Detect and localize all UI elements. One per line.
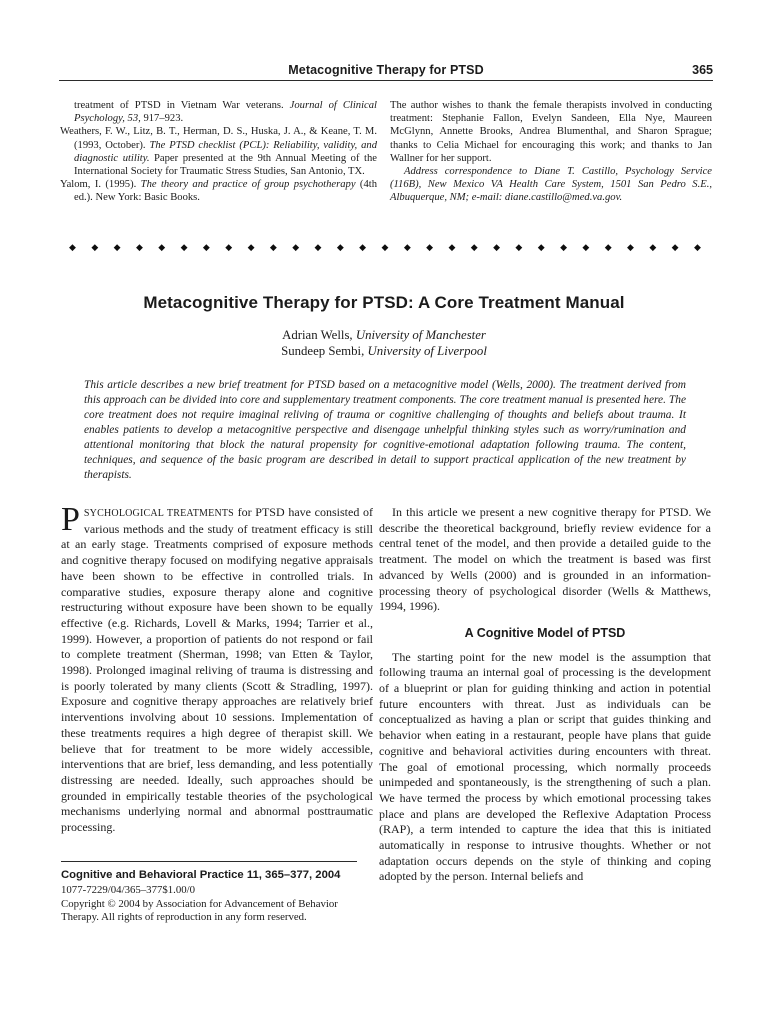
drop-cap: P xyxy=(61,501,80,538)
journal-footnote xyxy=(61,861,357,925)
running-head xyxy=(59,60,713,81)
issn-line: 1077-7229/04/365–377$1.00/0 xyxy=(61,883,196,896)
running-head-title: Metacognitive Therapy for PTSD xyxy=(288,63,484,77)
front-matter xyxy=(60,99,712,205)
acknowledgment-text: The author wishes to thank the female therapists involved in conducting treatment: Stephanie Fallon, Evelyn Sandeen, Ella Nye, Maureen McGlynn, Annette Brooks, Andrea Blumenthal, and Sharon Sprague; thanks to Celia Michael for encouraging this work; and thanks to Jan Wallner for her support. xyxy=(390,100,712,164)
intro-text: for PTSD have consisted of various methods and the study of treatment efficacy is still at an early stage. Treatments comprised of exposure methods and cognitive therapy focused on modifying negative appraisals have been shown to be effective in controlled trials. In comparative studies, exposure therapy alone and cognitive restructuring without exposure have been shown to be equally effective (e.g. Richards, Lovell & Marks, 1994; Tarrier et al., 1999). However, a proportion of patients do not respond or fail to complete treatment (Sherman, 1998; van Etten & Taylor, 1998). Prolonged imaginal reliving of trauma is distressing and is poorly tolerated by many clients (Scott & Stradling, 1997). Exposure and cognitive therapy approaches are relatively brief interventions involving about 10 sessions. Implementation of these treatments requires a high degree of therapist skill. We believe that for treatment to be more widely accessible, interventions that are brief, less demanding, and less potentially distressing are needed. Ideally, such approaches should be grounded in empirically testable theories of the psychological mechanisms underlying normal and abnormal posttraumatic processing. xyxy=(61,505,373,835)
author-line: Sundeep Sembi, University of Liverpool xyxy=(281,344,487,358)
author-line: Adrian Wells, University of Manchester xyxy=(282,328,486,342)
abstract: This article describes a new brief treatment for PTSD based on a metacognitive model (Wells, 2000). The treatment derived from this approach can be divided into core and supplementary treatment components. The core treatment manual is presented here. The core treatment does not require imaginal reliving of trauma or cognitive challenging of thoughts and beliefs about trauma. It enables patients to develop a metacognitive perspective and disengage unhelpful thinking styles such as worry/rumination and attentional monitoring that block the natural propensity for cognitive-emotional adaptation following trauma. The content, techniques, and sequence of the basic program are described in detail to support practical application of the new treatment by therapists. xyxy=(84,379,686,481)
references-column xyxy=(60,99,377,205)
article-title: Metacognitive Therapy for PTSD: A Core Treatment Manual xyxy=(143,293,625,312)
journal-citation: Cognitive and Behavioral Practice 11, 365–377, 2004 xyxy=(61,869,341,881)
page-number: 365 xyxy=(692,63,713,77)
body-paragraph: The starting point for the new model is the assumption that following trauma an internal goal of processing is the development of a blueprint or plan for guiding thinking and action in potential future encounters with threat. Just as individuals can be conceptualized as having a plan or script that guides thinking and behavior when eating in a restaurant, people have plans that guide cognitive and behavioral activities during encounters with threat. The goal of emotional processing, which normally proceeds unimpeded and spontaneously, is the strengthening of such a plan. We have termed the process by which emotional processing takes place and plans are developed the Reflexive Adaptation Process (RAP), a term intended to capture the idea that this is initiated automatically in response to intrusive thoughts. Whether or not adaptation occurs depends on the style of thinking and coping adopted by the person. Internal beliefs and xyxy=(379,649,711,884)
body-left-column xyxy=(61,501,373,836)
reference-entry: Yalom, I. (1995). The theory and practice of group psychotherapy (4th ed.). New York: Basic Books. xyxy=(60,179,377,204)
correspondence-note: Address correspondence to Diane T. Castillo, Psychology Service (116B), New Mexico VA Health Care System, 1501 San Pedro S.E., Albuquerque, NM; e-mail: diane.castillo@med.va.gov. xyxy=(390,166,712,204)
body-right-column xyxy=(379,505,711,885)
reference-entry: Weathers, F. W., Litz, B. T., Herman, D. S., Huska, J. A., & Keane, T. M. (1993, October). The PTSD checklist (PCL): Reliability, validity, and diagnostic utility. Paper presented at the 9th Annual Meeting of the International Society for Traumatic Stress Studies, San Antonio, TX. xyxy=(60,126,377,178)
intro-paragraph xyxy=(61,501,373,836)
copyright-line: Copyright © 2004 by Association for Advancement of Behavior Therapy. All rights of reproduction in any form reserved. xyxy=(61,897,338,924)
reference-continuation: treatment of PTSD in Vietnam War veterans. Journal of Clinical Psychology, 53, 917–923. xyxy=(74,100,377,125)
body-paragraph: In this article we present a new cognitive therapy for PTSD. We describe the theoretical background, briefly review evidence for a central tenet of the model, and then provide a detailed guide to the treatment. The model on which the treatment is based was first advanced by Wells (2000) and is grounded in an information-processing theory of psychological disorder (Wells & Matthews, 1994, 1996). xyxy=(379,505,711,614)
intro-smallcaps: SYCHOLOGICAL TREATMENTS xyxy=(83,508,234,519)
section-heading: A Cognitive Model of PTSD xyxy=(464,625,626,640)
acknowledgments-column xyxy=(390,99,712,205)
diamond-separator: ◆◆◆◆◆◆◆◆◆◆◆◆◆◆◆◆◆◆◆◆◆◆◆◆◆◆◆◆◆ xyxy=(69,243,717,253)
author-block xyxy=(0,327,768,359)
